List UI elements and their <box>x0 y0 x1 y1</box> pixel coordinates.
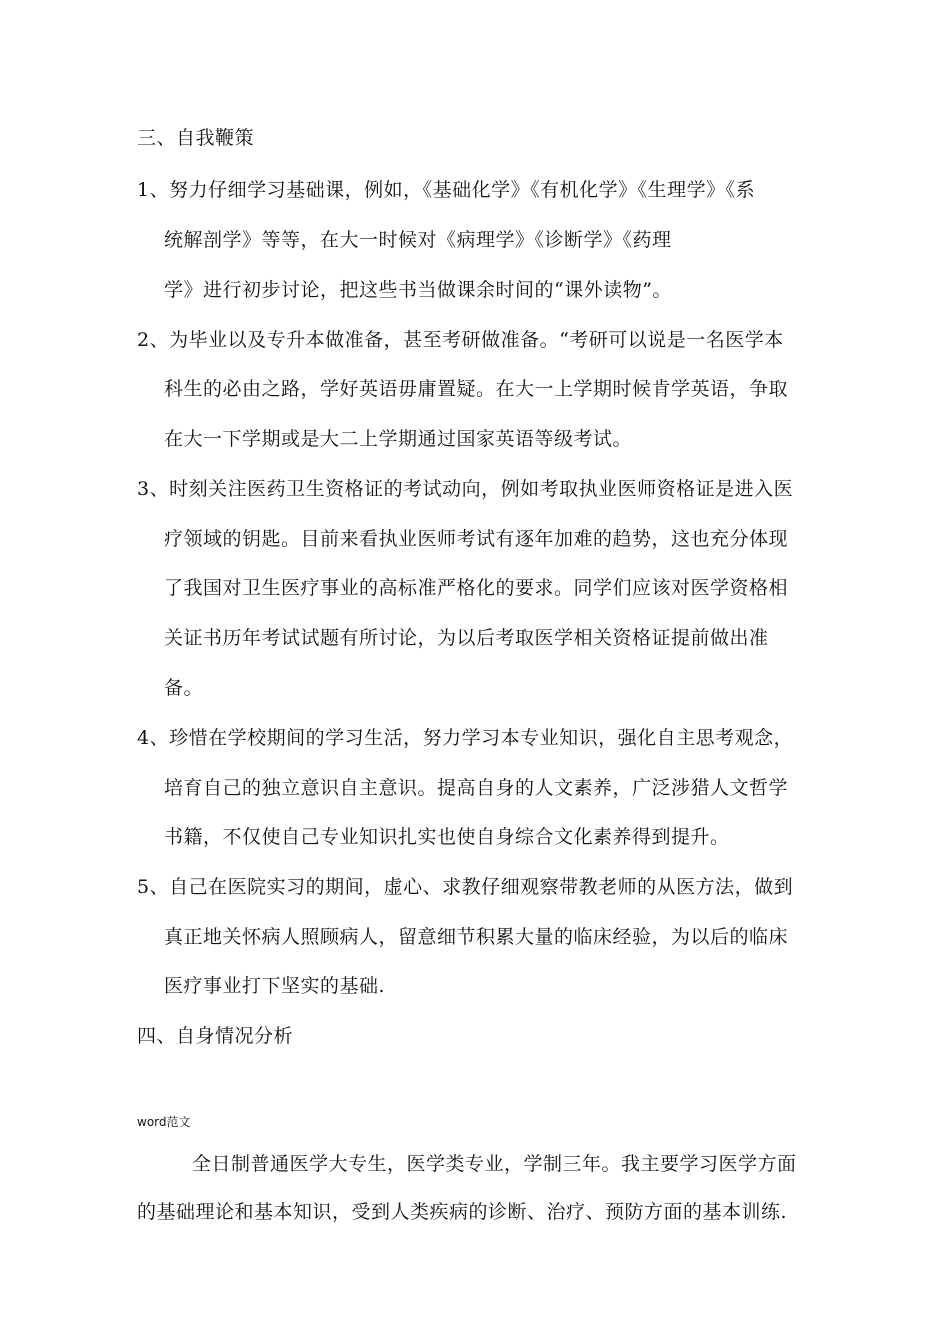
item-5-line-1: 5、自己在医院实习的期间，虚心、求教仔细观察带教老师的从医方法，做到 <box>137 876 794 898</box>
section-heading-self-discipline: 三、自我鞭策 <box>137 127 255 149</box>
closing-paragraph-line-1: 全日制普通医学大专生，医学类专业，学制三年。我主要学习医学方面 <box>192 1153 797 1175</box>
item-4-line-2: 培育自己的独立意识自主意识。提高自身的人文素养，广泛涉猎人文哲学 <box>164 777 789 799</box>
item-4-line-3: 书籍，不仅使自己专业知识扎实也使自身综合文化素养得到提升。 <box>164 826 730 848</box>
item-3-line-5: 备。 <box>164 677 204 699</box>
item-3-line-2: 疗领域的钥匙。目前来看执业医师考试有逐年加难的趋势，这也充分体现 <box>164 528 789 550</box>
item-5-line-3: 医疗事业打下坚实的基础. <box>164 975 386 997</box>
item-5-line-2: 真正地关怀病人照顾病人，留意细节积累大量的临床经验，为以后的临床 <box>164 926 789 948</box>
item-3-line-1: 3、时刻关注医药卫生资格证的考试动向，例如考取执业医师资格证是进入医 <box>137 478 794 500</box>
item-3-line-4: 关证书历年考试试题有所讨论，为以后考取医学相关资格证提前做出准 <box>164 627 769 649</box>
closing-paragraph-line-2: 的基础理论和基本知识，受到人类疾病的诊断、治疗、预防方面的基本训练. <box>137 1201 788 1223</box>
item-2-line-1: 2、为毕业以及专升本做准备，甚至考研做准备。“考研可以说是一名医学本 <box>137 329 784 351</box>
item-2-line-3: 在大一下学期或是大二上学期通过国家英语等级考试。 <box>164 428 633 450</box>
item-1-line-3: 学》进行初步讨论，把这些书当做课余时间的“课外读物”。 <box>164 279 672 301</box>
item-4-line-1: 4、珍惜在学校期间的学习生活，努力学习本专业知识，强化自主思考观念， <box>137 727 794 749</box>
item-2-line-2: 科生的必由之路，学好英语毋庸置疑。在大一上学期时候肯学英语，争取 <box>164 378 789 400</box>
item-3-line-3: 了我国对卫生医疗事业的高标准严格化的要求。同学们应该对医学资格相 <box>164 577 789 599</box>
item-1-line-2: 统解剖学》等等，在大一时候对《病理学》《诊断学》《药理 <box>164 229 672 251</box>
page-footer-label: word范文 <box>137 1115 191 1129</box>
section-heading-self-analysis: 四、自身情况分析 <box>137 1025 294 1047</box>
item-1-line-1: 1、努力仔细学习基础课，例如，《基础化学》《有机化学》《生理学》《系 <box>137 179 756 201</box>
